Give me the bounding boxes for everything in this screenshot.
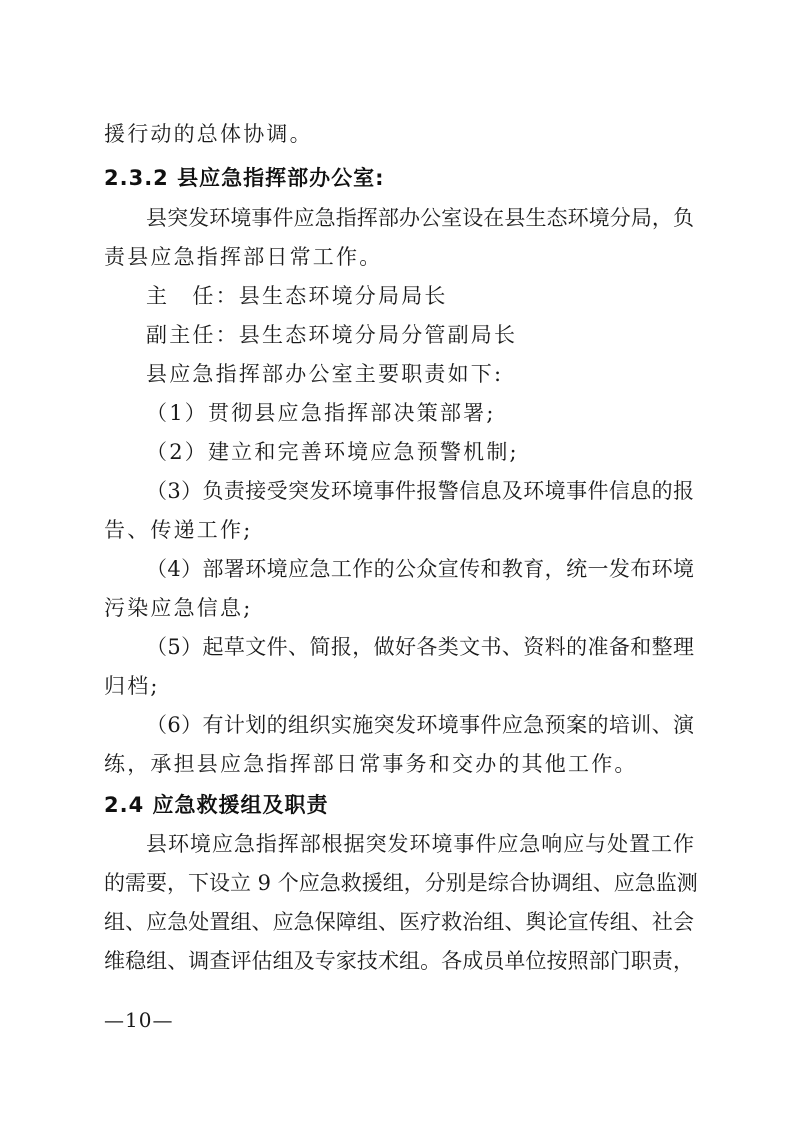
paragraph-line: 维稳组、调查评估组及专家技术组。各成员单位按照部门职责， bbox=[104, 949, 694, 973]
section-heading-2-4: 2.4 应急救援组及职责 bbox=[104, 793, 329, 817]
paragraph-line: 县突发环境事件应急指挥部办公室设在县生态环境分局，负 bbox=[146, 206, 694, 230]
paragraph-continuation: 援行动的总体协调。 bbox=[104, 122, 313, 146]
duty-item-3-continuation: 告、传递工作; bbox=[104, 518, 253, 542]
deputy-director-line: 副主任：县生态环境分局分管副局长 bbox=[146, 323, 518, 347]
duty-item-6-continuation: 练，承担县应急指挥部日常事务和交办的其他工作。 bbox=[104, 752, 638, 776]
duty-item-5: （5）起草文件、简报，做好各类文书、资料的准备和整理 bbox=[146, 635, 694, 659]
paragraph-line: 责县应急指挥部日常工作。 bbox=[104, 245, 383, 269]
duties-intro-line: 县应急指挥部办公室主要职责如下: bbox=[146, 362, 504, 386]
page-number: —10— bbox=[104, 1008, 174, 1032]
duty-item-6: （6）有计划的组织实施突发环境事件应急预案的培训、演 bbox=[146, 713, 694, 737]
paragraph-line: 的需要，下设立 9 个应急救援组，分别是综合协调组、应急监测 bbox=[104, 871, 698, 895]
duty-item-4-continuation: 污染应急信息; bbox=[104, 596, 253, 620]
duty-item-4: （4）部署环境应急工作的公众宣传和教育，统一发布环境 bbox=[146, 557, 694, 581]
section-heading-2-3-2: 2.3.2 县应急指挥部办公室: bbox=[104, 166, 385, 190]
duty-item-3: （3）负责接受突发环境事件报警信息及环境事件信息的报 bbox=[146, 479, 694, 503]
duty-item-5-continuation: 归档; bbox=[104, 674, 160, 698]
paragraph-line: 组、应急处置组、应急保障组、医疗救治组、舆论宣传组、社会 bbox=[104, 910, 694, 934]
duty-item-2: （2）建立和完善环境应急预警机制; bbox=[146, 440, 519, 464]
paragraph-line: 县环境应急指挥部根据突发环境事件应急响应与处置工作 bbox=[146, 832, 694, 856]
duty-item-1: （1）贯彻县应急指挥部决策部署; bbox=[146, 401, 496, 425]
director-line: 主 任：县生态环境分局局长 bbox=[146, 284, 448, 308]
